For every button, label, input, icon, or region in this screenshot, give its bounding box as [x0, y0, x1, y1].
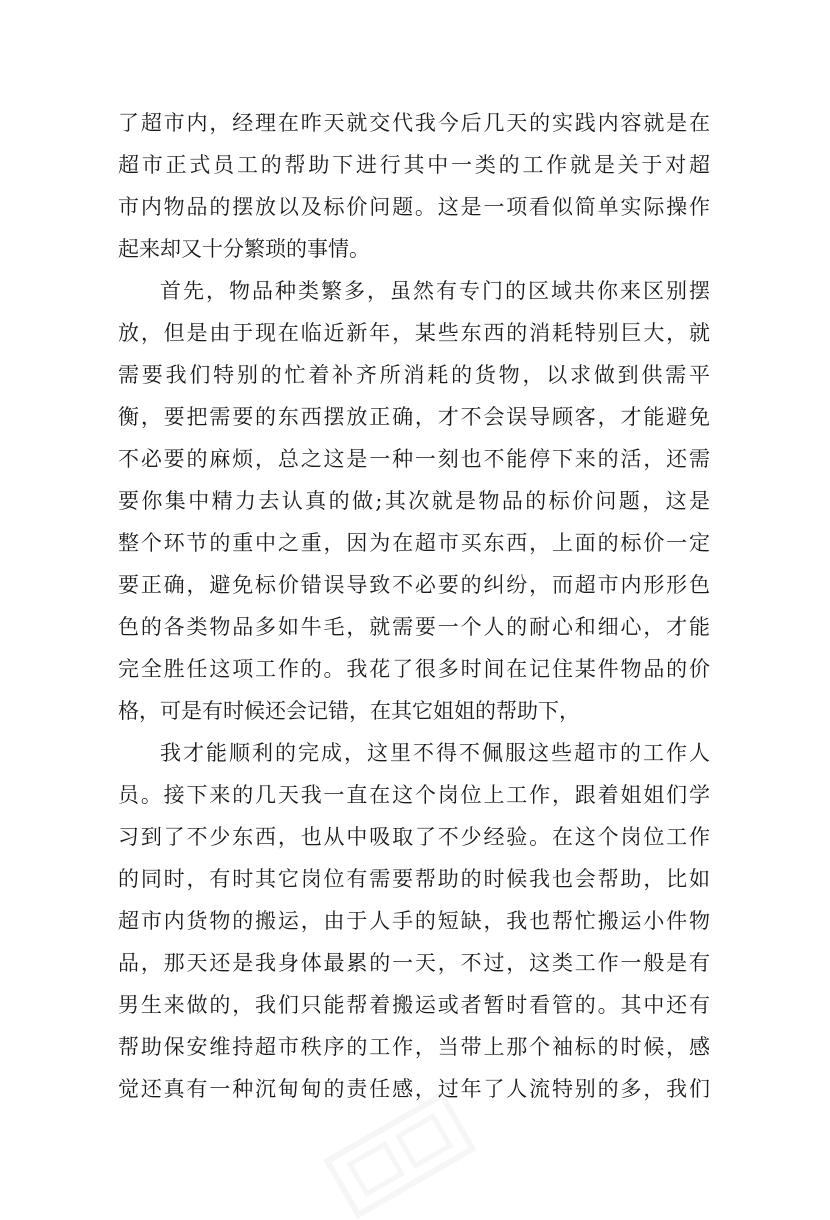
- watermark-icon: [322, 1090, 478, 1220]
- text-line: 觉还真有一种沉甸甸的责任感，过年了人流特别的多，我们: [118, 1077, 710, 1101]
- text-line: 整个环节的重中之重，因为在超市买东西，上面的标价一定: [118, 531, 710, 555]
- text-line: 超市内货物的搬运，由于人手的短缺，我也帮忙搬运小件物: [118, 909, 710, 933]
- text-line: 了超市内，经理在昨天就交代我今后几天的实践内容就是在: [118, 111, 710, 135]
- text-line: 习到了不少东西，也从中吸取了不少经验。在这个岗位工作: [118, 825, 710, 849]
- text-line: 市内物品的摆放以及标价问题。这是一项看似简单实际操作: [118, 195, 710, 219]
- text-line: 不必要的麻烦，总之这是一种一刻也不能停下来的活，还需: [118, 447, 710, 471]
- paragraph-first-line: 我才能顺利的完成，这里不得不佩服这些超市的工作人: [160, 741, 710, 765]
- text-line: 完全胜任这项工作的。我花了很多时间在记住某件物品的价: [118, 657, 710, 681]
- text-line: 帮助保安维持超市秩序的工作，当带上那个袖标的时候，感: [118, 1035, 710, 1059]
- text-line: 色的各类物品多如牛毛，就需要一个人的耐心和细心，才能: [118, 615, 710, 639]
- text-line: 男生来做的，我们只能帮着搬运或者暂时看管的。其中还有: [118, 993, 710, 1017]
- text-line: 员。接下来的几天我一直在这个岗位上工作，跟着姐姐们学: [118, 783, 710, 807]
- text-line: 要正确，避免标价错误导致不必要的纠纷，而超市内形形色: [118, 573, 710, 597]
- paragraph-first-line: 首先，物品种类繁多，虽然有专门的区域共你来区别摆: [160, 279, 710, 303]
- text-line: 格，可是有时候还会记错，在其它姐姐的帮助下，: [118, 699, 580, 723]
- text-line: 需要我们特别的忙着补齐所消耗的货物，以求做到供需平: [118, 363, 710, 387]
- text-line: 的同时，有时其它岗位有需要帮助的时候我也会帮助，比如: [118, 867, 710, 891]
- text-line: 要你集中精力去认真的做;其次就是物品的标价问题，这是: [118, 489, 710, 513]
- text-line: 衡，要把需要的东西摆放正确，才不会误导顾客，才能避免: [118, 405, 710, 429]
- text-line: 超市正式员工的帮助下进行其中一类的工作就是关于对超: [118, 153, 710, 177]
- text-line: 放，但是由于现在临近新年，某些东西的消耗特别巨大，就: [118, 321, 710, 345]
- text-line: 品，那天还是我身体最累的一天，不过，这类工作一般是有: [118, 951, 710, 975]
- text-line: 起来却又十分繁琐的事情。: [118, 237, 370, 261]
